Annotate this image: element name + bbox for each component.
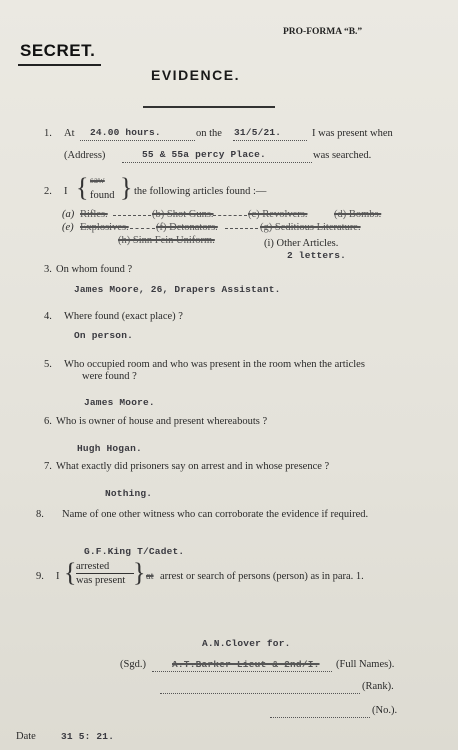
secret-heading: SECRET. (20, 41, 96, 60)
rank-dots (160, 693, 360, 694)
q9-number: 9. (36, 571, 44, 582)
title-rule (143, 106, 275, 108)
secret-underline (18, 64, 101, 66)
q2-left-brace: { (76, 173, 89, 202)
q5-number: 5. (44, 359, 52, 370)
q1-time-value: 24.00 hours. (90, 127, 161, 138)
q9-was-present-option: was present (76, 575, 126, 586)
typed-name-value: A.T.Barker Lieut & 2nd/I. (172, 659, 320, 670)
q5-question-line2: were found ? (82, 371, 137, 382)
q6-number: 6. (44, 416, 52, 427)
q2-i-item: (i) Other Articles. (264, 238, 339, 249)
q8-answer: G.F.King T/Cadet. (84, 546, 185, 557)
q6-question: Who is owner of house and present whereabouts ? (56, 416, 268, 427)
q9-struck-at: at (146, 571, 154, 582)
date-value: 31 5: 21. (61, 731, 115, 742)
q2-b-dash (213, 215, 247, 216)
q1-address-dots (122, 162, 312, 163)
q8-question: Name of one other witness who can corroborate the evidence if required. (62, 509, 369, 520)
q2-found-option: found (90, 190, 115, 201)
q7-question: What exactly did prisoners say on arrest and in whose presence ? (56, 461, 330, 472)
q1-time-dots (80, 140, 195, 141)
q2-b-item: (b) Shot Guns. (152, 209, 214, 220)
proforma-label: PRO-FORMA “B.” (283, 27, 363, 37)
q1-present-label: I was present when (312, 128, 393, 139)
sgd-label: (Sgd.) (120, 659, 146, 670)
q3-number: 3. (44, 264, 52, 275)
q7-answer: Nothing. (105, 488, 153, 499)
q2-d-item: (d) Bombs. (334, 209, 382, 220)
q2-a-label: (a) (62, 209, 75, 220)
q1-number: 1. (44, 128, 52, 139)
q9-arrested-option: arrested (76, 561, 110, 572)
q1-address-value: 55 & 55a percy Place. (142, 149, 266, 160)
q2-f-item: (f) Detonators. (156, 222, 218, 233)
q2-e-dash (130, 228, 155, 229)
q4-question: Where found (exact place) ? (64, 311, 183, 322)
q2-a-dash (113, 215, 151, 216)
q9-right-brace: } (133, 558, 146, 587)
q9-option-divider (76, 573, 134, 574)
full-names-label: (Full Names). (336, 659, 395, 670)
q2-f-dash (225, 228, 258, 229)
q2-h-item: (h) Sinn Fein Uniform. (118, 235, 215, 246)
date-label: Date (16, 731, 36, 742)
full-names-dots (152, 671, 332, 672)
q3-question: On whom found ? (56, 264, 133, 275)
q1-address-label: (Address) (64, 150, 106, 161)
q2-other-articles-value: 2 letters. (287, 250, 347, 261)
q2-e-label: (e) (62, 222, 74, 233)
number-label: (No.). (372, 705, 398, 716)
q2-number: 2. (44, 186, 52, 197)
number-dots (270, 717, 370, 718)
q9-i-label: I (56, 571, 60, 582)
q7-number: 7. (44, 461, 52, 472)
q2-g-item: (g) Seditious Literature. (260, 222, 361, 233)
q1-at-label: At (64, 128, 75, 139)
q2-i-label: I (64, 186, 68, 197)
q1-date-value: 31/5/21. (234, 127, 282, 138)
q1-searched-label: was searched. (313, 150, 372, 161)
q1-on-the-label: on the (196, 128, 222, 139)
q9-statement: arrest or search of persons (person) as in para. 1. (160, 571, 364, 582)
q9-left-brace: { (64, 558, 77, 587)
q2-following-label: the following articles found :— (134, 186, 267, 197)
q2-e-item: Explosives. (80, 222, 129, 233)
q2-a-item: Rifles. (80, 209, 108, 220)
q5-question-line1: Who occupied room and who was present in the room when the articles (64, 359, 365, 370)
signed-by-value: A.N.Clover for. (202, 638, 291, 649)
q4-number: 4. (44, 311, 52, 322)
page-title: EVIDENCE. (151, 67, 240, 83)
q2-c-item: (c) Revolvers. (248, 209, 308, 220)
q6-answer: Hugh Hogan. (77, 443, 142, 454)
q5-answer: James Moore. (84, 397, 155, 408)
q8-number: 8. (36, 509, 44, 520)
q3-answer: James Moore, 26, Drapers Assistant. (74, 284, 281, 295)
rank-label: (Rank). (362, 681, 394, 692)
q4-answer: On person. (74, 330, 134, 341)
q1-date-dots (233, 140, 307, 141)
q2-saw-struck: saw (90, 176, 105, 186)
q2-right-brace: } (120, 173, 133, 202)
